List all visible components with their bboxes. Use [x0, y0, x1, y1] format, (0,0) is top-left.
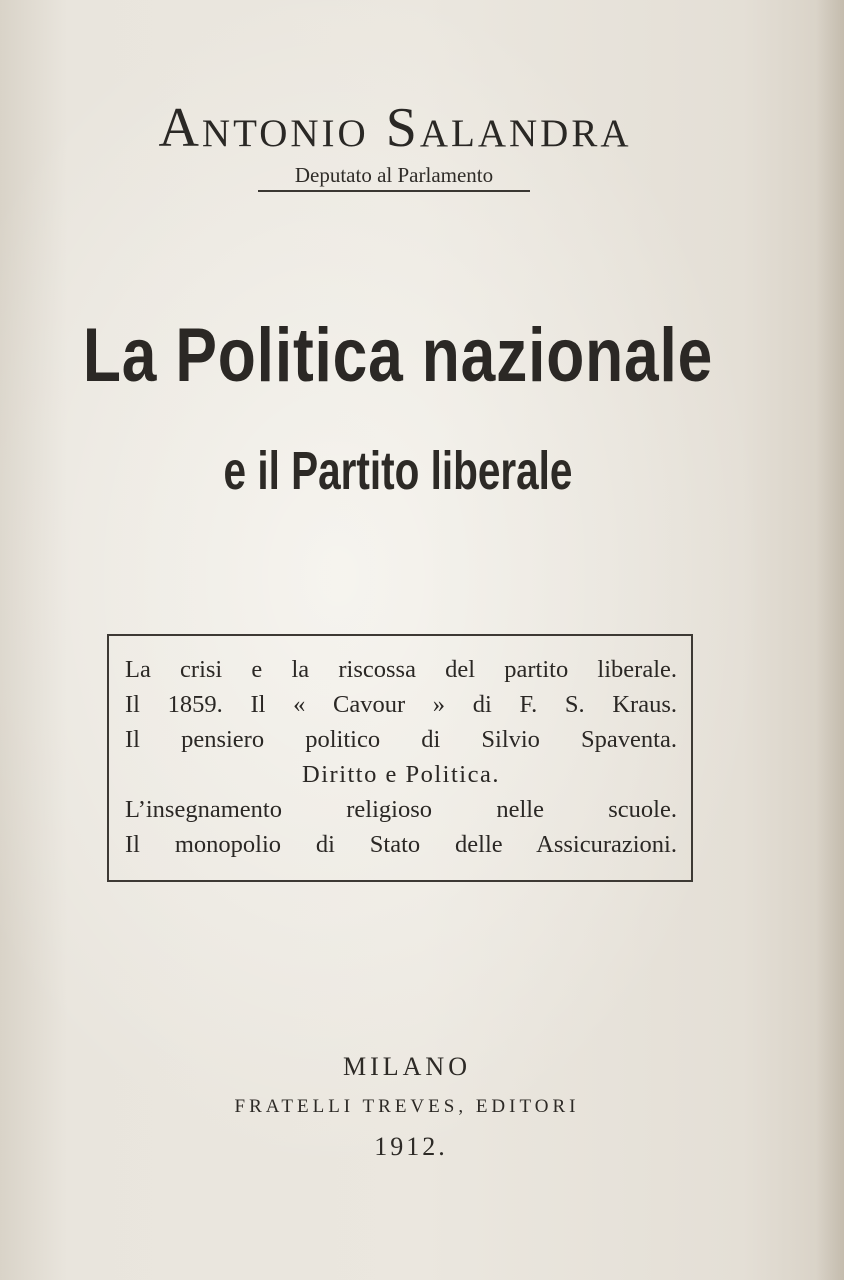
- contents-item: La crisi e la riscossa del partito liberale.: [125, 656, 677, 683]
- contents-item: Il 1859. Il « Cavour » di F. S. Kraus.: [125, 691, 677, 718]
- contents-box: [107, 634, 693, 882]
- contents-list: [125, 652, 677, 862]
- imprint-year: 1912.: [374, 1132, 448, 1161]
- imprint-publisher: FRATELLI TREVES, EDITORI: [234, 1096, 580, 1117]
- author-name: Antonio Salandra: [158, 97, 632, 159]
- book-subtitle: e il Partito liberale: [223, 441, 573, 501]
- contents-item: Il monopolio di Stato delle Assicurazioni.: [125, 831, 677, 858]
- book-title: La Politica nazionale: [82, 313, 714, 398]
- contents-item: Diritto e Politica.: [302, 761, 500, 788]
- contents-item: L’insegnamento religioso nelle scuole.: [125, 796, 677, 823]
- page-edge-shadow: [816, 0, 844, 1280]
- imprint-city: MILANO: [343, 1052, 471, 1081]
- contents-item: Il pensiero politico di Silvio Spaventa.: [125, 726, 677, 753]
- author-role: Deputato al Parlamento: [258, 164, 530, 192]
